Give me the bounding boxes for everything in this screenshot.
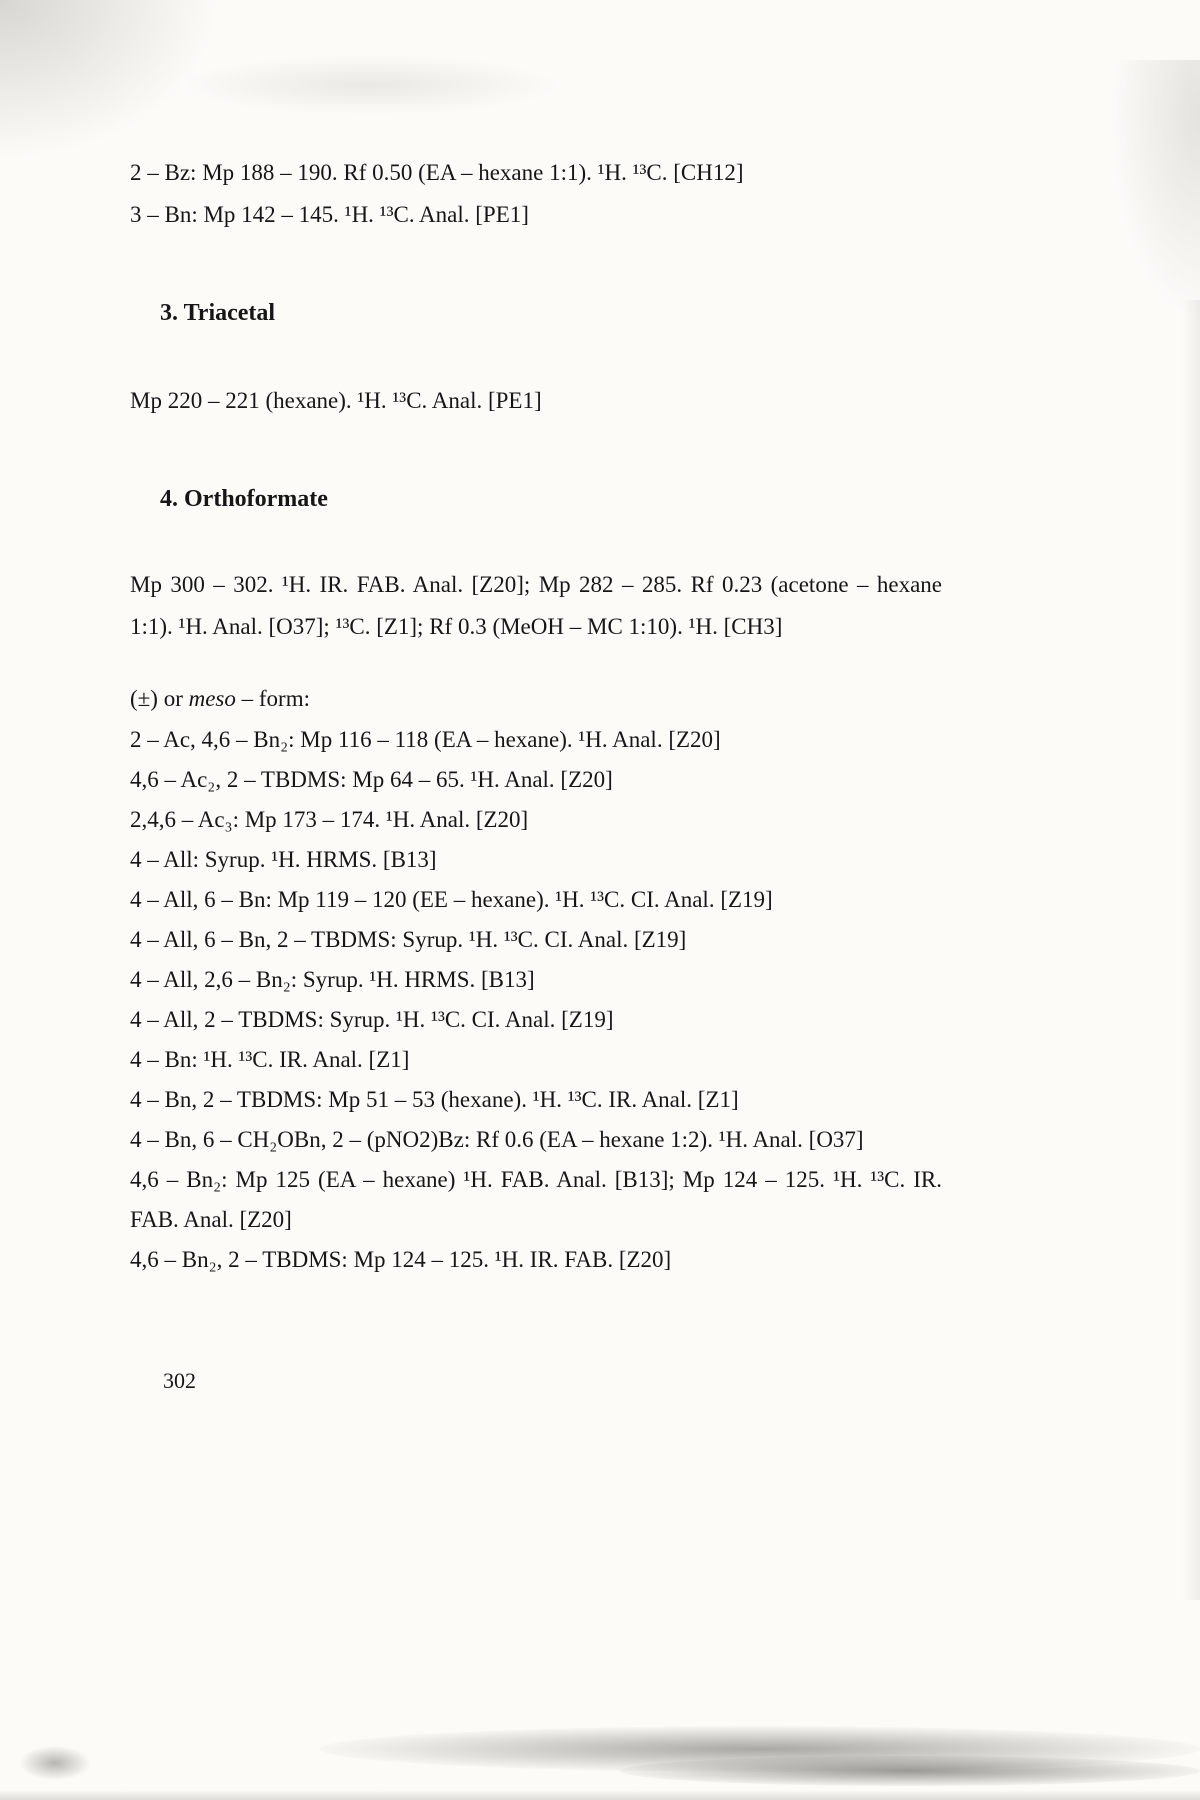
scan-artifact-top-streak	[180, 55, 560, 115]
scan-artifact-bottom-left	[20, 1746, 90, 1780]
scan-artifact-right-edge	[1182, 300, 1200, 1600]
compound-entry: 4 – Bn, 2 – TBDMS: Mp 51 – 53 (hexane). ¹H. ¹³C. IR. Anal. [Z1]	[130, 1087, 739, 1112]
compound-entry: 4 – Bn, 6 – CH₂OBn, 2 – (pNO2)Bz: Rf 0.6 (EA – hexane 1:2). ¹H. Anal. [O37]	[130, 1127, 864, 1152]
compound-entry: 2,4,6 – Ac₃: Mp 173 – 174. ¹H. Anal. [Z20]	[130, 807, 529, 832]
compound-entry: 4,6 – Bn₂, 2 – TBDMS: Mp 124 – 125. ¹H. IR. FAB. [Z20]	[130, 1247, 672, 1272]
scan-artifact-bottom-band	[320, 1726, 1200, 1772]
compound-entry: 4 – All: Syrup. ¹H. HRMS. [B13]	[130, 847, 437, 872]
meso-italic: meso	[188, 686, 236, 711]
compound-entry: 4 – All, 2,6 – Bn₂: Syrup. ¹H. HRMS. [B13]	[130, 967, 535, 992]
scan-artifact-right-streak	[1110, 60, 1200, 320]
compound-entry: 4 – All, 6 – Bn: Mp 119 – 120 (EE – hexane). ¹H. ¹³C. CI. Anal. [Z19]	[130, 887, 773, 912]
section-body-orthoformate: Mp 300 – 302. ¹H. IR. FAB. Anal. [Z20]; Mp 282 – 285. Rf 0.23 (acetone – hexane 1:1). ¹H. Anal. [O37]; ¹³C. [Z1]; Rf 0.3 (MeOH – MC 1:10). ¹H. [CH3]	[130, 572, 942, 639]
page-number: 302	[163, 1368, 196, 1393]
scan-artifact-top-left	[0, 0, 220, 160]
meso-form-label	[130, 678, 942, 720]
meso-suffix: – form:	[235, 686, 310, 711]
compound-entry: 2 – Ac, 4,6 – Bn₂: Mp 116 – 118 (EA – hexane). ¹H. Anal. [Z20]	[130, 727, 721, 752]
compound-entry: 2 – Bz: Mp 188 – 190. Rf 0.50 (EA – hexane 1:1). ¹H. ¹³C. [CH12]	[130, 160, 744, 185]
compound-entry: 4 – Bn: ¹H. ¹³C. IR. Anal. [Z1]	[130, 1047, 410, 1072]
meso-prefix: (±) or	[130, 686, 189, 711]
page-content	[130, 152, 942, 1280]
compound-entry: 4 – All, 6 – Bn, 2 – TBDMS: Syrup. ¹H. ¹³C. CI. Anal. [Z19]	[130, 927, 687, 952]
section-heading-triacetal: 3. Triacetal	[160, 300, 276, 326]
compound-entry: 4 – All, 2 – TBDMS: Syrup. ¹H. ¹³C. CI. Anal. [Z19]	[130, 1007, 614, 1032]
section-heading-orthoformate: 4. Orthoformate	[160, 486, 328, 512]
section-body-triacetal: Mp 220 – 221 (hexane). ¹H. ¹³C. Anal. [PE1]	[130, 388, 542, 413]
compound-entry: 4,6 – Ac₂, 2 – TBDMS: Mp 64 – 65. ¹H. Anal. [Z20]	[130, 767, 613, 792]
compound-entry: 3 – Bn: Mp 142 – 145. ¹H. ¹³C. Anal. [PE1]	[130, 202, 529, 227]
scan-artifact-bottom-edge	[0, 1790, 1200, 1800]
compound-entry-list	[130, 720, 942, 1280]
compound-entry: 4,6 – Bn₂: Mp 125 (EA – hexane) ¹H. FAB. Anal. [B13]; Mp 124 – 125. ¹H. ¹³C. IR. FAB. Anal. [Z20]	[130, 1167, 942, 1232]
scan-artifact-bottom-band-dark	[620, 1756, 1200, 1786]
